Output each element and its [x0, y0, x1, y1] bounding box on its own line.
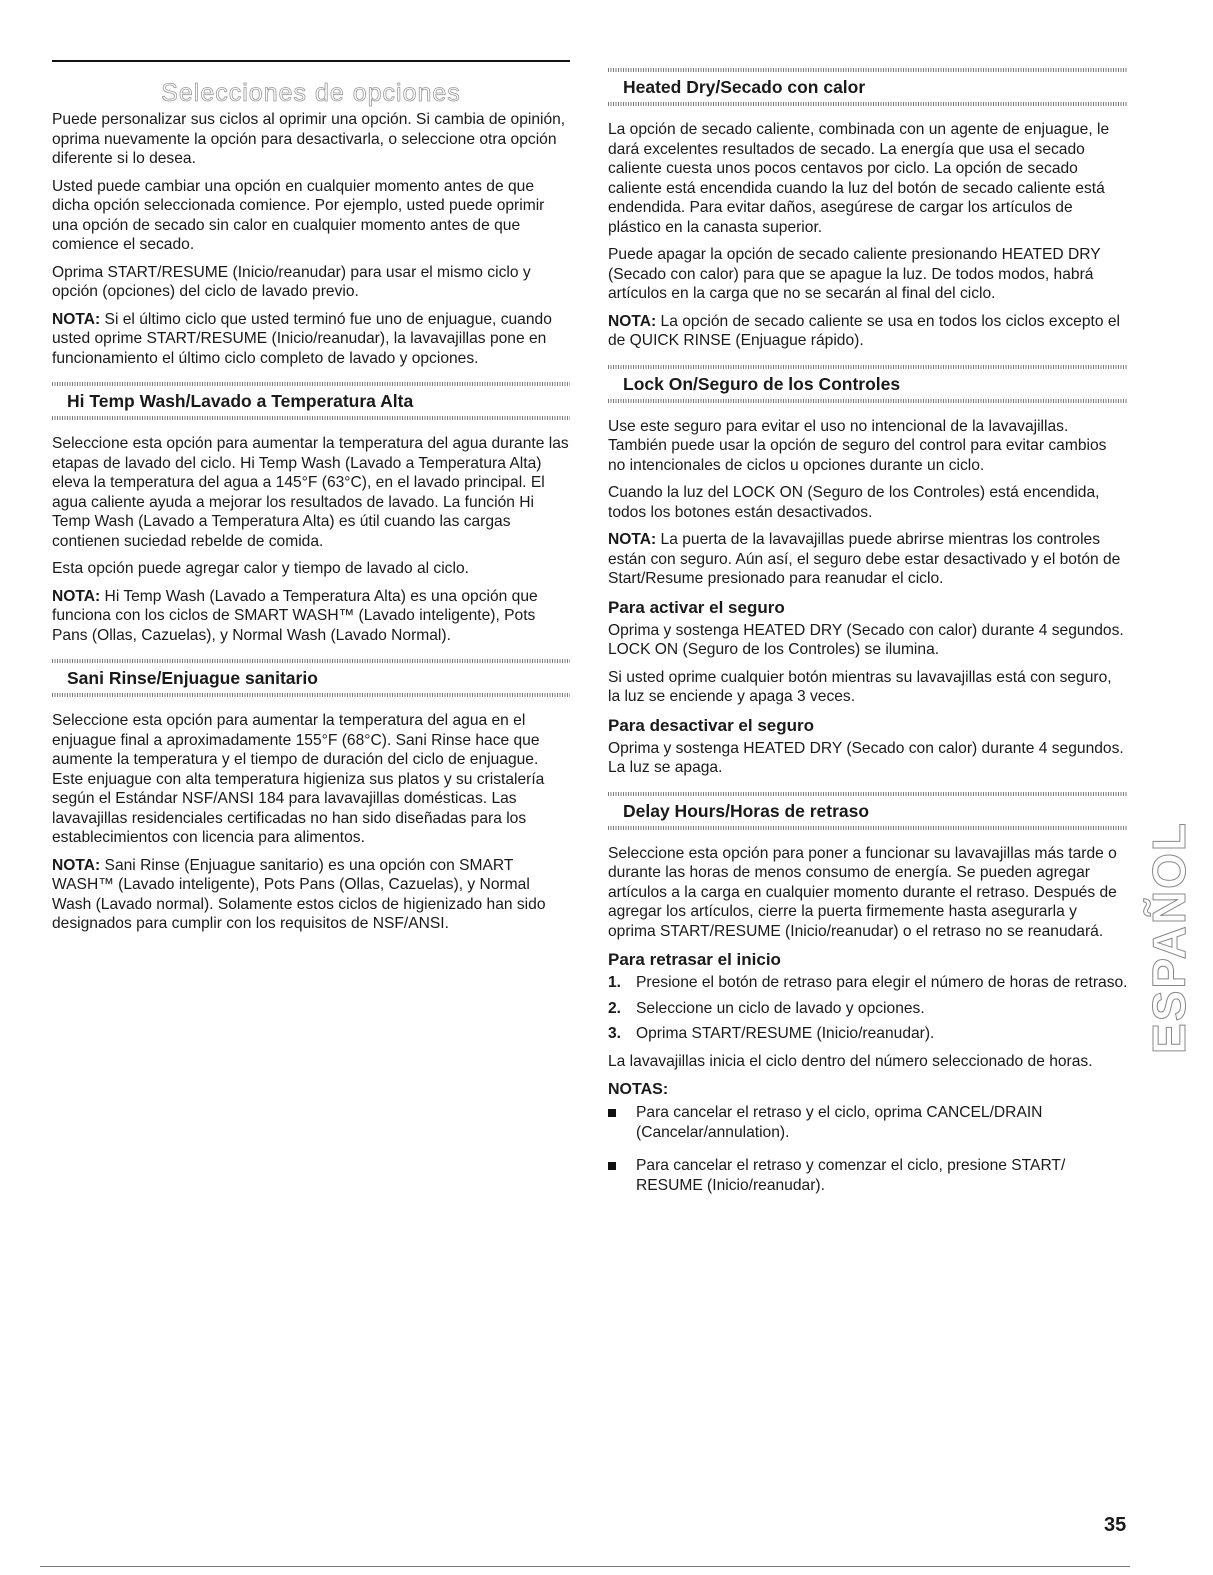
- delay-heading-block: [608, 792, 1128, 830]
- heated-paragraph-2: Puede apagar la opción de secado caliente presionando HEATED DRY (Secado con calor) para que se apague la luz. De todos modos, habrá artículos en la carga que no se secarán al final del ciclo.: [608, 246, 1101, 302]
- sani-heading-block: [52, 659, 570, 697]
- note-label: NOTA:: [52, 310, 101, 328]
- delay-heading: Delay Hours/Horas de retraso: [623, 800, 870, 821]
- dotted-divider: [608, 68, 1128, 72]
- heated-paragraph-1: La opción de secado caliente, combinada con un agente de enjuague, le dará excelentes resultados de secado. La energía que usa el secado caliente cuesta unos pocos centavos por ciclo. La opción de secado caliente está encendida cuando la luz del botón de secado caliente está endendida. Para evitar daños, asegúrese de cargar los artículos de plástico en la canasta superior.: [608, 121, 1110, 236]
- activate-lock-paragraph-1: Oprima y sostenga HEATED DRY (Secado con calor) durante 4 segundos. LOCK ON (Seguro de los Controles) se ilumina.: [608, 621, 1124, 658]
- hitemp-heading: Hi Temp Wash/Lavado a Temperatura Alta: [67, 391, 414, 411]
- note-text: Sani Rinse (Enjuague sanitario) es una opción con SMART WASH™ (Lavado inteligente), Pots Pans (Ollas, Cazuelas), y Normal Wash (Lavado normal). Solamente estos ciclos de higienizado han sido designados para cumplir con los requisitos de NSF/ANSI.: [52, 856, 546, 932]
- dotted-divider: [608, 826, 1128, 830]
- dotted-divider: [608, 102, 1128, 106]
- deactivate-lock-heading: Para desactivar el seguro: [608, 715, 815, 735]
- section-title: Selecciones de opciones: [161, 79, 461, 107]
- step-text: Seleccione un ciclo de lavado y opciones.: [636, 999, 925, 1017]
- list-item: [608, 999, 1128, 1019]
- note-label: NOTA:: [52, 587, 101, 605]
- hitemp-paragraph-1: Seleccione esta opción para aumentar la temperatura del agua durante las etapas de lavado del ciclo. Hi Temp Wash (Lavado a Temperatura Alta) eleva la temperatura del agua a 145°F (63°C), en el lavado principal. El agua caliente ayuda a mejorar los resultados de lavado. La función Hi Temp Wash (Lavado a Temperatura Alta) es útil cuando las cargas contienen suciedad rebelde de comida.: [52, 435, 569, 550]
- dotted-divider: [52, 693, 570, 697]
- dotted-divider: [608, 792, 1128, 796]
- language-side-tab: [1143, 812, 1195, 1062]
- delay-steps-heading: Para retrasar el inicio: [608, 950, 781, 969]
- hitemp-note: [52, 587, 570, 646]
- square-bullet-icon: [608, 1156, 636, 1195]
- activate-lock-heading: Para activar el seguro: [608, 597, 785, 617]
- intro-paragraph-1: Puede personalizar sus ciclos al oprimir una opción. Si cambia de opinión, oprima nuevamente la opción para desactivarla, o seleccione otra opción diferente si lo desea.: [52, 111, 566, 167]
- lock-paragraph-2: Cuando la luz del LOCK ON (Seguro de los Controles) está encendida, todos los botones están desactivados.: [608, 484, 1100, 521]
- step-text: Oprima START/RESUME (Inicio/reanudar).: [636, 1025, 935, 1042]
- lock-note: [608, 530, 1128, 589]
- step-number: 2.: [608, 999, 622, 1017]
- list-item: [608, 1024, 1128, 1044]
- note-item-text: Para cancelar el retraso y el ciclo, oprima CANCEL/DRAIN (Cancelar/annulation).: [636, 1104, 1043, 1141]
- note-text: La puerta de la lavavajillas puede abrirse mientras los controles están con seguro. Aún así, el seguro debe estar desactivado y el botón de Start/Resume presionado para reanudar el ciclo.: [608, 531, 1121, 587]
- intro-paragraph-2: Usted puede cambiar una opción en cualquier momento antes de que dicha opción seleccionada comience. Por ejemplo, usted puede oprimir una opción de secado sin calor en cualquier momento antes de que comience el secado.: [52, 177, 545, 253]
- step-number: 1.: [608, 974, 622, 991]
- delay-paragraph-2: La lavavajillas inicia el ciclo dentro del número seleccionado de horas.: [608, 1052, 1093, 1070]
- lock-paragraph-1: Use este seguro para evitar el uso no intencional de la lavavajillas. También puede usar la opción de seguro del control para evitar cambios no intencionales de ciclos u opciones durante un ciclo.: [608, 417, 1107, 474]
- dotted-divider: [608, 399, 1128, 403]
- note-label: NOTA:: [608, 312, 657, 330]
- page-number: 35: [1104, 1514, 1127, 1536]
- left-column: [52, 60, 570, 942]
- list-item: [608, 1156, 1128, 1195]
- note-label: NOTA:: [52, 856, 101, 874]
- lock-heading-block: [608, 365, 1128, 403]
- intro-note: [52, 310, 570, 369]
- sani-heading: Sani Rinse/Enjuague sanitario: [67, 668, 318, 688]
- note-label: NOTA:: [608, 531, 657, 548]
- dotted-divider: [52, 382, 570, 386]
- notes-heading: NOTAS:: [608, 1081, 669, 1098]
- top-rule: [52, 60, 570, 62]
- right-column: [608, 60, 1128, 1209]
- lock-heading: Lock On/Seguro de los Controles: [623, 373, 901, 394]
- dotted-divider: [52, 416, 570, 420]
- heated-note: [608, 312, 1128, 351]
- delay-steps-list: [608, 973, 1128, 1044]
- deactivate-lock-paragraph: Oprima y sostenga HEATED DRY (Secado con calor) durante 4 segundos. La luz se apaga.: [608, 739, 1124, 776]
- note-text: Si el último ciclo que usted terminó fue uno de enjuague, cuando usted oprime START/RESUME (Inicio/reanudar), la lavavajillas pone en funcionamiento el último ciclo completo de lavado y opciones.: [52, 310, 552, 367]
- sani-paragraph-1: Seleccione esta opción para aumentar la temperatura del agua en el enjuague final a aproximadamente 155°F (68°C). Sani Rinse hace que aumente la temperatura y el tiempo de duración del ciclo de enjuague. Este enjuague con alta temperatura higieniza sus platos y su cristalería según el Estándar NSF/ANSI 184 para lavavajillas domésticas. Las lavavajillas residenciales certificadas no han sido diseñadas para los establecimientos con licencia para alimentos.: [52, 712, 545, 846]
- heated-heading-block: [608, 68, 1128, 106]
- sani-note: [52, 856, 570, 934]
- hitemp-heading-block: [52, 382, 570, 420]
- language-tab-label: ESPAÑOL: [1143, 820, 1195, 1054]
- intro-paragraph-3: Oprima START/RESUME (Inicio/reanudar) para usar el mismo ciclo y opción (opciones) del ciclo de lavado previo.: [52, 263, 531, 300]
- step-text: Presione el botón de retraso para elegir el número de horas de retraso.: [636, 974, 1128, 991]
- note-text: La opción de secado caliente se usa en todos los ciclos excepto el de QUICK RINSE (Enjuague rápido).: [608, 312, 1120, 349]
- list-item: [608, 973, 1128, 993]
- hitemp-paragraph-2: Esta opción puede agregar calor y tiempo de lavado al ciclo.: [52, 560, 469, 577]
- activate-lock-paragraph-2: Si usted oprime cualquier botón mientras su lavavajillas está con seguro, la luz se enciende y apaga 3 veces.: [608, 668, 1112, 705]
- square-bullet-icon: [608, 1103, 636, 1142]
- heated-heading: Heated Dry/Secado con calor: [623, 77, 866, 97]
- note-item-text: Para cancelar el retraso y comenzar el ciclo, presione START/ RESUME (Inicio/reanudar).: [636, 1157, 1066, 1194]
- delay-paragraph-1: Seleccione esta opción para poner a funcionar su lavavajillas más tarde o durante las horas de menos consumo de energía. Se pueden agregar artículos a la carga en cualquier momento durante el retraso. Después de agregar los artículos, cierre la puerta firmemente hasta asegurarla y oprima START/RESUME (Inicio/reanudar) o el retraso no se reanudará.: [608, 844, 1117, 940]
- bottom-rule: [40, 1566, 1130, 1567]
- step-number: 3.: [608, 1025, 622, 1042]
- note-text: Hi Temp Wash (Lavado a Temperatura Alta) es una opción que funciona con los ciclos de SMART WASH™ (Lavado inteligente), Pots Pans (Ollas, Cazuelas), y Normal Wash (Lavado Normal).: [52, 587, 538, 644]
- notes-list: [608, 1103, 1128, 1195]
- dotted-divider: [608, 365, 1128, 369]
- list-item: [608, 1103, 1128, 1142]
- dotted-divider: [52, 659, 570, 663]
